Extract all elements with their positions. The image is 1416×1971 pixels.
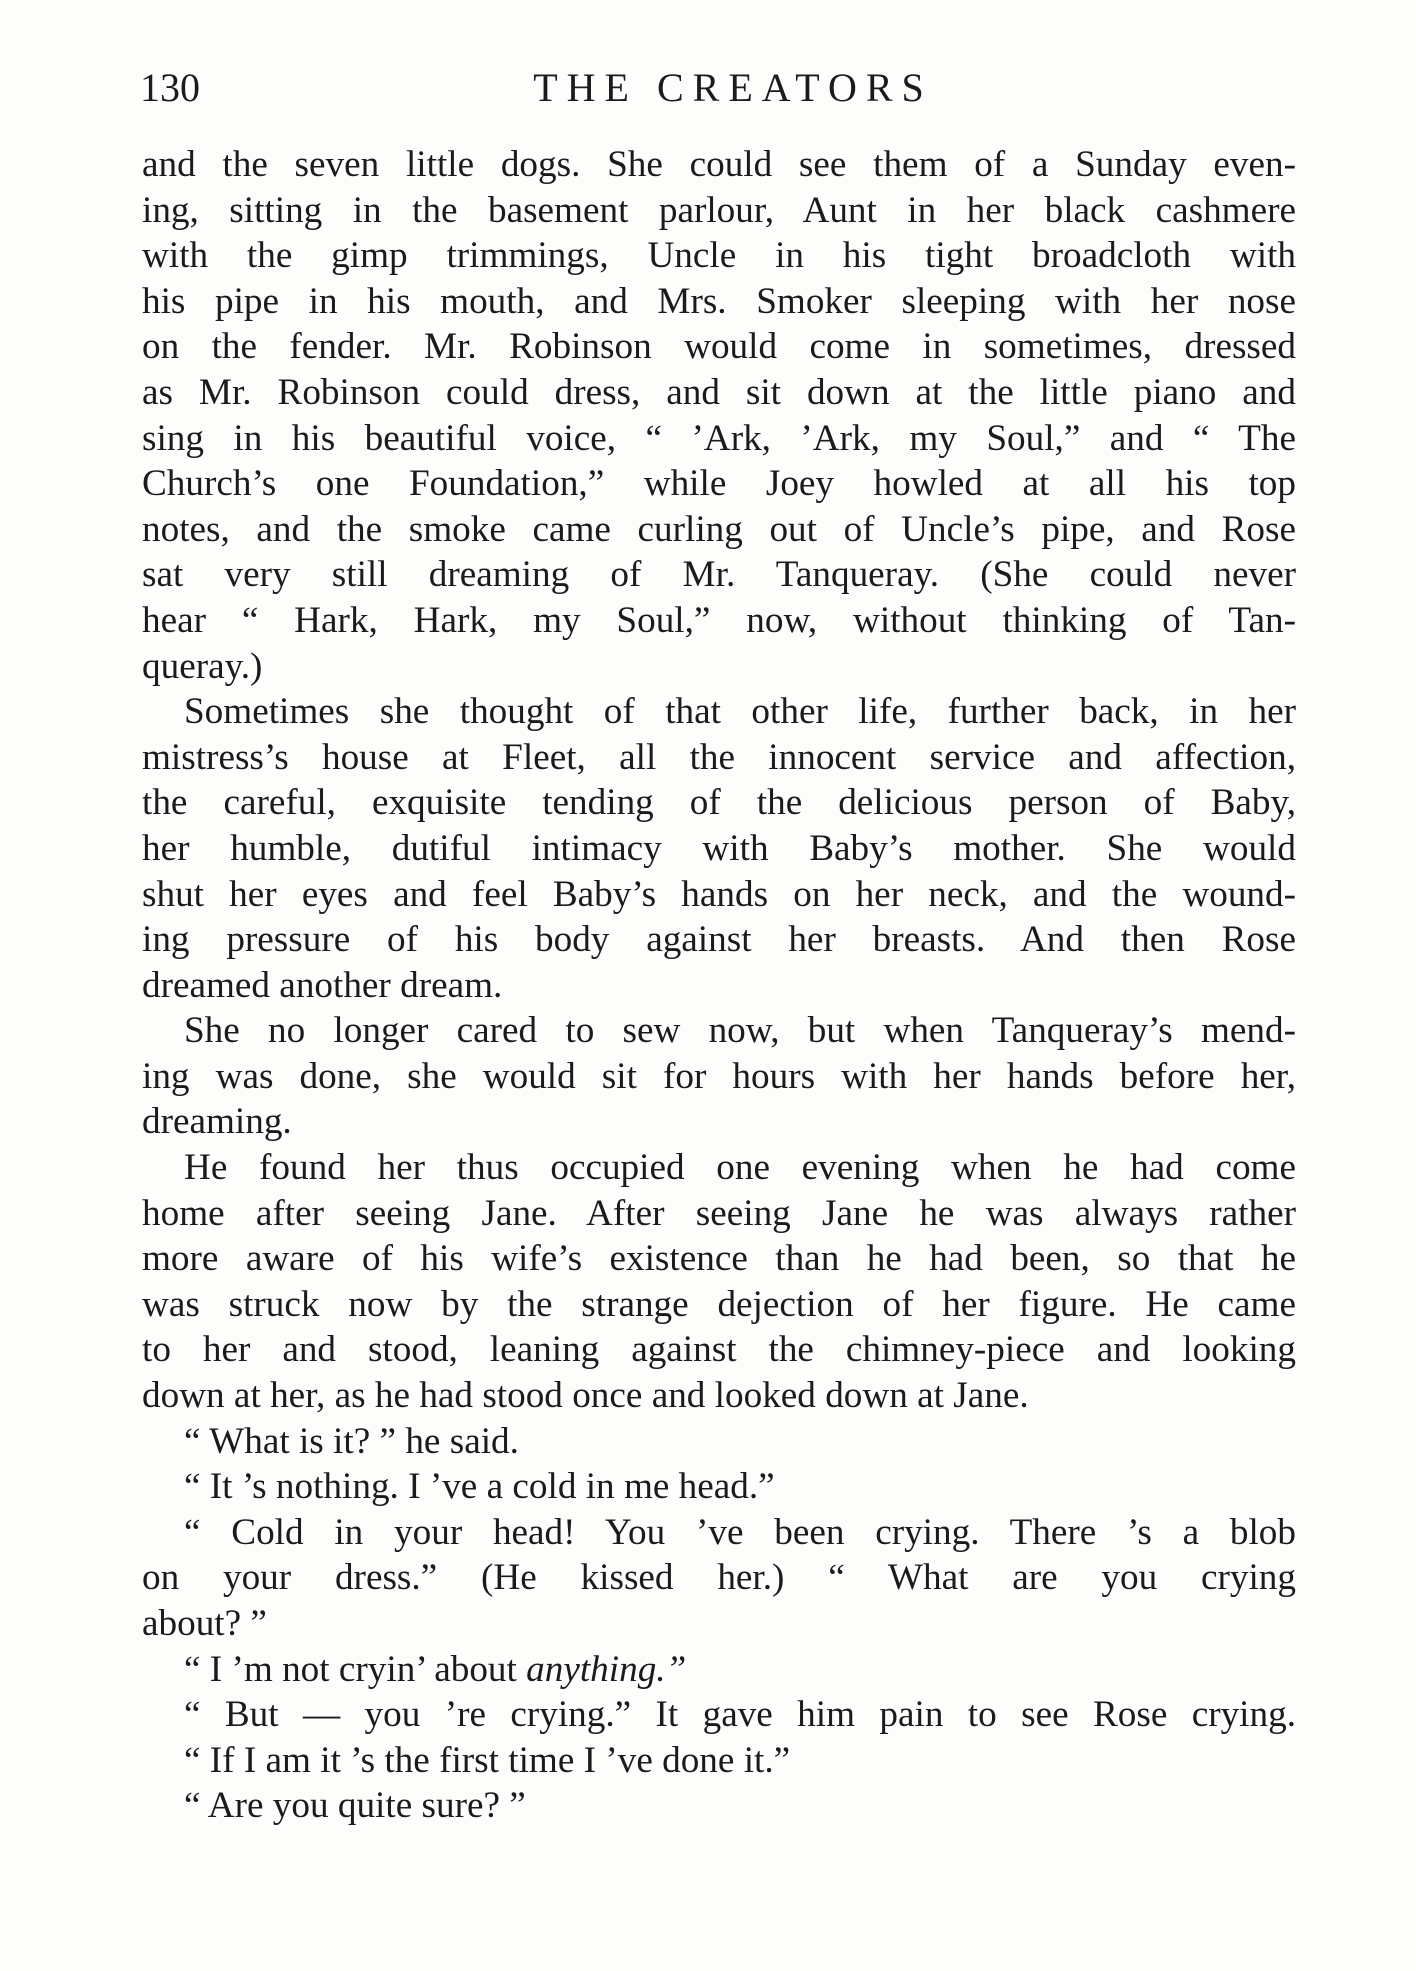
- text-line-content: the careful, exquisite tending of the delicious person of Baby,: [142, 782, 1296, 824]
- running-title: THE CREATORS: [533, 65, 933, 110]
- text-line-content: home after seeing Jane. After seeing Jane he was always rather: [142, 1192, 1296, 1234]
- text-line-content: ing was done, she would sit for hours with her hands before her,: [142, 1055, 1296, 1097]
- text-line-content: “ It ’s nothing. I ’ve a cold in me head.”: [184, 1466, 775, 1508]
- text-line: [142, 461, 1296, 507]
- text-line: [142, 826, 1296, 872]
- text-line-content: as Mr. Robinson could dress, and sit down at the little piano and: [142, 371, 1296, 413]
- text-line-content: notes, and the smoke came curling out of Uncle’s pipe, and Rose: [142, 508, 1296, 550]
- text-line: [142, 1145, 1296, 1191]
- text-line-content: with the gimp trimmings, Uncle in his tight broadcloth with: [142, 235, 1296, 277]
- text-line-content: sing in his beautiful voice, “ ’Ark, ’Ark, my Soul,” and “ The: [142, 417, 1296, 459]
- text-line-content: his pipe in his mouth, and Mrs. Smoker sleeping with her nose: [142, 280, 1296, 322]
- text-line: [142, 872, 1296, 918]
- italic-text: anything.”: [526, 1648, 687, 1690]
- text-line: [142, 917, 1296, 963]
- text-line-content: and the seven little dogs. She could see them of a Sunday even-: [142, 144, 1296, 185]
- text-line-content: “ Are you quite sure? ”: [184, 1785, 526, 1827]
- text-line-content: about? ”: [142, 1603, 267, 1644]
- text-line: [142, 507, 1296, 553]
- text-line: [142, 1282, 1296, 1328]
- text-line-content: “ I ’m not cryin’ about: [184, 1648, 527, 1690]
- text-line: [142, 1191, 1296, 1237]
- text-line: [142, 279, 1296, 325]
- text-line-content: “ Cold in your head! You ’ve been crying. There ’s a blob: [184, 1511, 1296, 1553]
- text-line: [142, 1464, 1296, 1510]
- text-line-content: shut her eyes and feel Baby’s hands on her neck, and the wound-: [142, 873, 1296, 915]
- text-line: [142, 1099, 1296, 1145]
- text-line-content: dreaming.: [142, 1101, 292, 1143]
- text-line: [142, 1510, 1296, 1556]
- text-line-content: on the fender. Mr. Robinson would come in sometimes, dressed: [142, 326, 1296, 368]
- text-line: [142, 370, 1296, 416]
- text-line: [142, 1783, 1296, 1829]
- text-line: [142, 1008, 1296, 1054]
- text-line-content: “ What is it? ” he said.: [184, 1420, 519, 1462]
- text-line-content: down at her, as he had stood once and looked down at Jane.: [142, 1375, 1029, 1417]
- text-line: [142, 1601, 1296, 1647]
- text-line-content: more aware of his wife’s existence than he had been, so that he: [142, 1238, 1296, 1280]
- text-line-content: He found her thus occupied one evening when he had come: [184, 1147, 1296, 1189]
- text-line-content: dreamed another dream.: [142, 964, 503, 1006]
- text-line: [142, 735, 1296, 781]
- text-line: [142, 324, 1296, 370]
- text-line: [142, 416, 1296, 462]
- text-line: [142, 1327, 1296, 1373]
- text-line-content: Sometimes she thought of that other life, further back, in her: [184, 691, 1296, 733]
- text-line: [142, 598, 1296, 644]
- text-line-content: on your dress.” (He kissed her.) “ What are you crying: [142, 1557, 1296, 1599]
- text-line-content: ing, sitting in the basement parlour, Aunt in her black cashmere: [142, 189, 1296, 231]
- text-line: [142, 1419, 1296, 1465]
- text-line: [142, 963, 1296, 1009]
- page-number: 130: [140, 65, 200, 110]
- body-text: [142, 142, 1296, 1829]
- running-head: [140, 58, 1296, 118]
- text-line-content: hear “ Hark, Hark, my Soul,” now, without thinking of Tan-: [142, 599, 1296, 641]
- text-line: [142, 1373, 1296, 1419]
- text-line-content: ing pressure of his body against her breasts. And then Rose: [142, 919, 1296, 961]
- text-line-content: She no longer cared to sew now, but when Tanqueray’s mend-: [184, 1010, 1296, 1052]
- text-line: [142, 142, 1296, 188]
- text-line: [142, 233, 1296, 279]
- text-line: [142, 644, 1296, 690]
- text-line-content: was struck now by the strange dejection of her figure. He came: [142, 1283, 1296, 1325]
- text-line: [142, 188, 1296, 234]
- text-line: [142, 1738, 1296, 1784]
- text-line: [142, 1647, 1296, 1693]
- text-line-content: to her and stood, leaning against the chimney-piece and looking: [142, 1329, 1296, 1371]
- text-line: [142, 1236, 1296, 1282]
- text-line: [142, 780, 1296, 826]
- text-line-content: queray.): [142, 645, 263, 687]
- text-line: [142, 1692, 1296, 1738]
- text-line-content: mistress’s house at Fleet, all the innocent service and affection,: [142, 736, 1296, 778]
- text-line-content: “ If I am it ’s the first time I ’ve done it.”: [184, 1739, 791, 1781]
- text-line: [142, 689, 1296, 735]
- text-line-content: Church’s one Foundation,” while Joey howled at all his top: [142, 463, 1296, 505]
- text-line-content: “ But — you ’re crying.” It gave him pain to see Rose crying.: [184, 1694, 1296, 1736]
- text-line-content: sat very still dreaming of Mr. Tanqueray. (She could never: [142, 554, 1296, 596]
- text-line-content: her humble, dutiful intimacy with Baby’s mother. She would: [142, 827, 1296, 869]
- text-line: [142, 552, 1296, 598]
- text-line: [142, 1054, 1296, 1100]
- text-line: [142, 1555, 1296, 1601]
